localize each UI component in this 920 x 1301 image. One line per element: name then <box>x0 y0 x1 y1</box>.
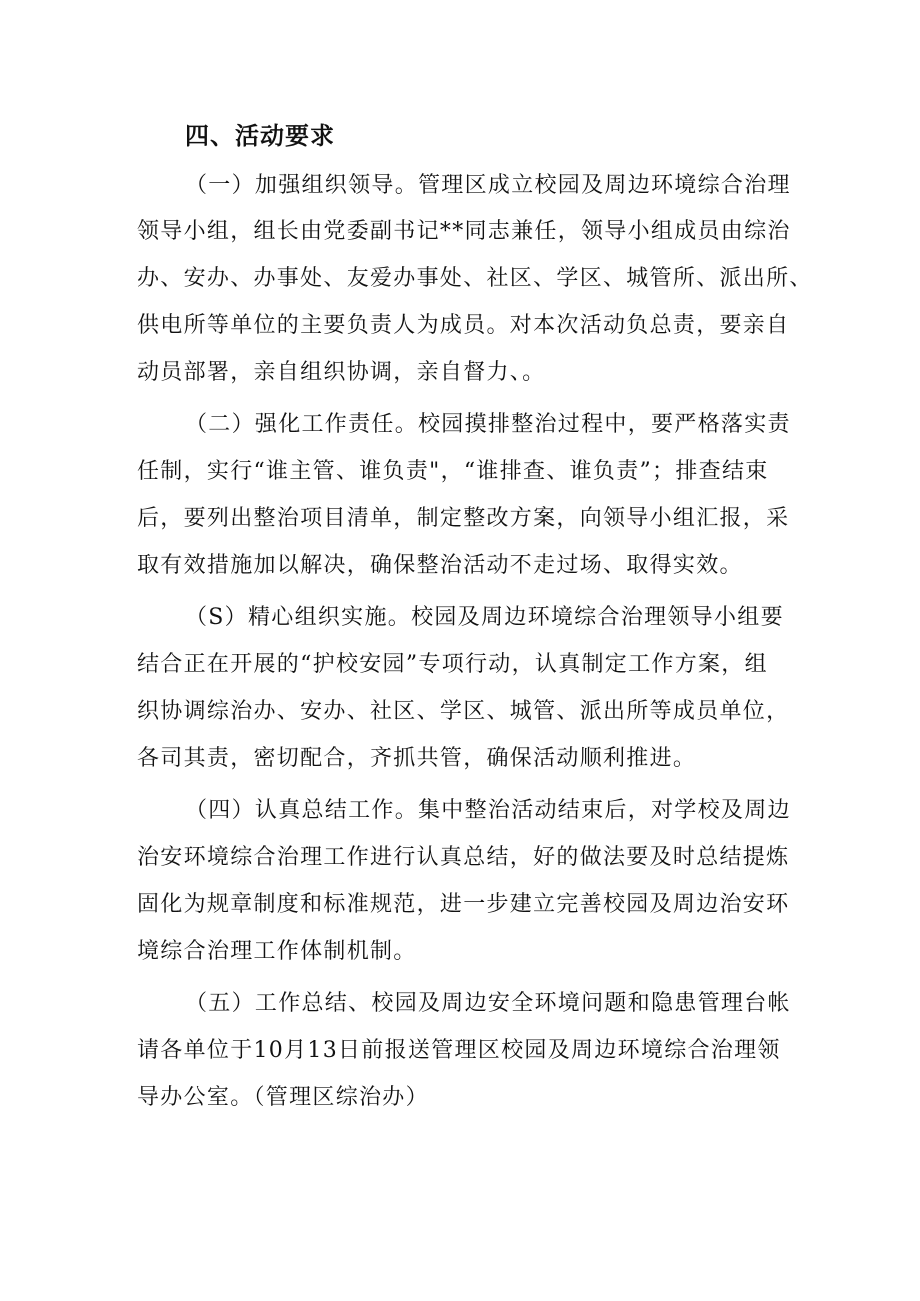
paragraph-4-line-1: （四）认真总结工作。集中整治活动结束后，对学校及周边 <box>185 798 791 823</box>
paragraph-1-line-2: 领导小组，组长由党委副书记**同志兼任，领导小组成员由综治 <box>137 219 791 244</box>
paragraph-5-line-2: 请各单位于10月13日前报送管理区校园及周边环境综合治理领 <box>137 1038 781 1063</box>
paragraph-3-line-1: （S）精心组织实施。校园及周边环境综合治理领导小组要 <box>185 605 784 630</box>
paragraph-1-line-5: 动员部署，亲自组织协调，亲自督力、。 <box>137 360 546 385</box>
paragraph-4-line-3: 固化为规章制度和标准规范，进一步建立完善校园及周边治安环 <box>137 892 790 917</box>
paragraph-3-line-4: 各司其责，密切配合，齐抓共管，确保活动顺利推进。 <box>137 746 697 771</box>
paragraph-3-line-3: 织协调综治办、安办、社区、学区、城管、派出所等成员单位， <box>137 699 790 724</box>
paragraph-2-line-2: 任制，实行“谁主管、谁负责"，“谁排查、谁负责”；排查结束 <box>137 459 769 484</box>
paragraph-1-line-1: （一）加强组织领导。管理区成立校园及周边环境综合治理 <box>185 173 791 198</box>
paragraph-4-line-2: 治安环境综合治理工作进行认真总结，好的做法要及时总结提炼 <box>137 845 790 870</box>
paragraph-2-line-1: （二）强化工作责任。校园摸排整治过程中，要严格落实责 <box>185 412 791 437</box>
paragraph-3-line-2: 结合正在开展的“护校安园”专项行动，认真制定工作方案，组 <box>137 652 768 677</box>
paragraph-5-line-1: （五）工作总结、校园及周边安全环境问题和隐患管理台帐 <box>185 991 791 1016</box>
section-heading: 四、活动要求 <box>185 121 335 150</box>
paragraph-1-line-4: 供电所等单位的主要负责人为成员。对本次活动负总责，要亲自 <box>137 313 790 338</box>
paragraph-2-line-4: 取有效措施加以解决，确保整治活动不走过场、取得实效。 <box>137 553 743 578</box>
paragraph-4-line-4: 境综合治理工作体制机制。 <box>137 939 417 964</box>
paragraph-1-line-3: 办、安办、办事处、友爱办事处、社区、学区、城管所、派出所、 <box>137 266 813 291</box>
paragraph-5-line-3: 导办公室。（管理区综治办） <box>137 1085 429 1110</box>
paragraph-2-line-3: 后，要列出整治项目清单，制定整改方案，向领导小组汇报，采 <box>137 506 790 531</box>
